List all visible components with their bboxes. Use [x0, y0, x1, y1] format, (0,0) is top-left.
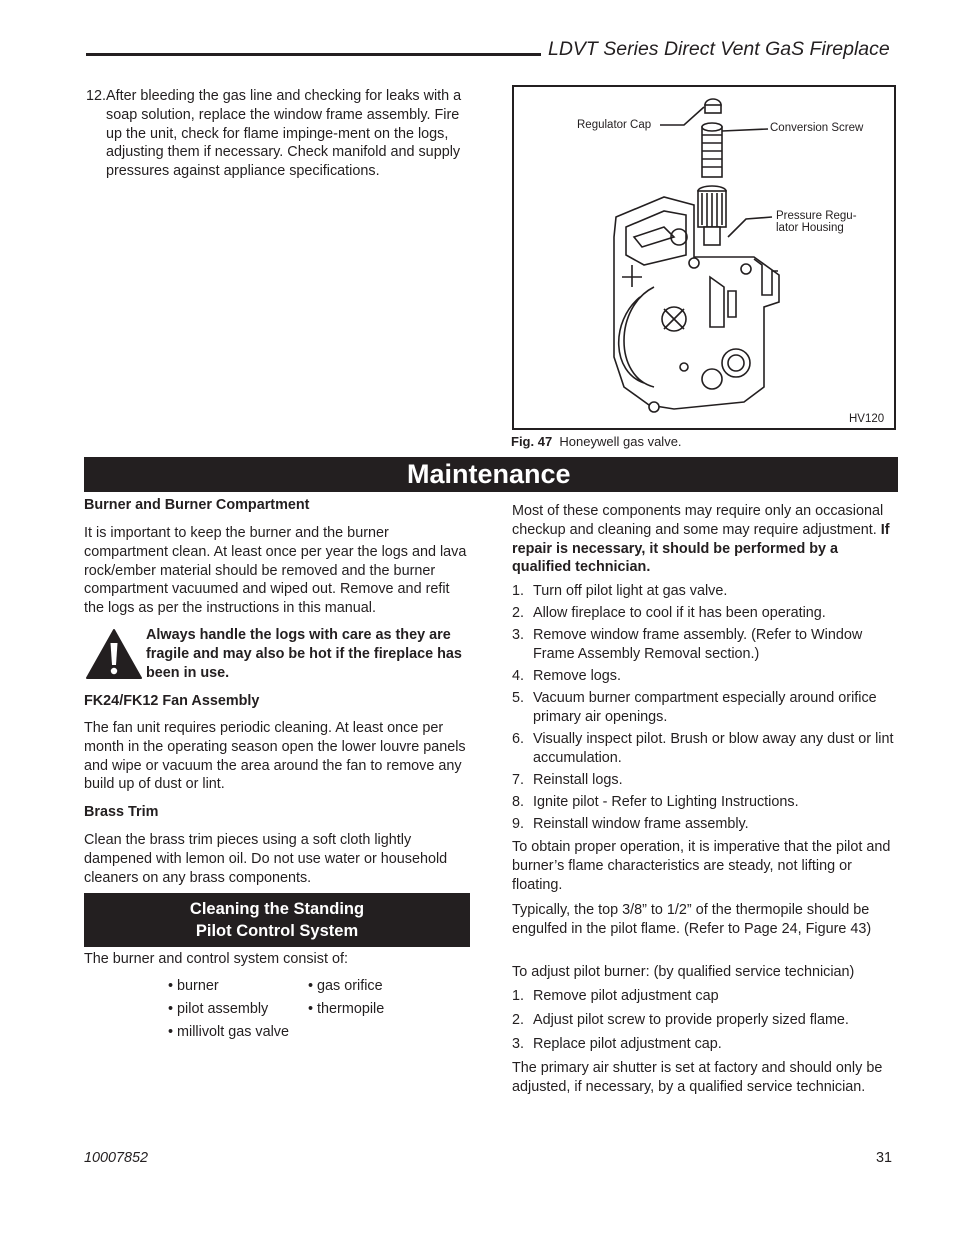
- list-item: 4. Remove logs.: [512, 668, 621, 684]
- component-label: gas orifice: [317, 978, 383, 994]
- component-label: millivolt gas valve: [177, 1024, 290, 1040]
- list-item: 2. Adjust pilot screw to provide properly sized flame.: [512, 1012, 849, 1028]
- component-item: • gas orifice: [308, 978, 383, 994]
- shutter-text: The primary air shutter is set at factory and should only be adjusted, if necessary, by a qualified service technician.: [512, 1060, 883, 1095]
- burner-heading: Burner and Burner Compartment: [84, 497, 310, 513]
- intro-bold: If repair is necessary, it should be performed by a qualified technician.: [512, 521, 890, 576]
- label-pressure-regulator-2: lator Housing: [776, 222, 844, 234]
- list-item: 9. Reinstall window frame assembly.: [512, 816, 749, 832]
- pilot-banner-line2: Pilot Control System: [195, 922, 359, 940]
- component-item: • pilot assembly: [168, 1001, 269, 1017]
- list-item: 3. Remove window frame assembly. (Refer to Window Frame Assembly Removal section.): [512, 627, 863, 662]
- component-item: • burner: [168, 978, 219, 994]
- component-label: burner: [177, 978, 219, 994]
- caption-number: Fig. 47: [511, 434, 553, 449]
- component-label: pilot assembly: [177, 1001, 269, 1017]
- maintenance-intro: [512, 502, 898, 577]
- list-item: 3. Replace pilot adjustment cap.: [512, 1036, 722, 1052]
- pilot-banner-line1: Cleaning the Standing: [189, 900, 365, 918]
- gas-valve-illustration: [514, 87, 894, 428]
- pilot-banner: [84, 893, 470, 947]
- warning-icon: [85, 628, 143, 685]
- header-title: LDVT Series Direct Vent GaS Fireplace: [548, 38, 890, 60]
- fan-heading: FK24/FK12 Fan Assembly: [84, 693, 260, 709]
- label-regulator-cap: Regulator Cap: [577, 119, 652, 131]
- brass-text: Clean the brass trim pieces using a soft cloth lightly dampened with lemon oil. Do not use water or household cleaners on any brass components.: [84, 832, 448, 886]
- brass-heading: Brass Trim: [84, 804, 159, 820]
- list-item: 1. Turn off pilot light at gas valve.: [512, 583, 728, 599]
- intro-text: Most of these components may require only an occasional checkup and cleaning and some may require adjustment.: [512, 503, 884, 538]
- doc-number: 10007852: [84, 1150, 149, 1166]
- thermopile-text: Typically, the top 3/8” to 1/2” of the thermopile should be engulfed in the pilot flame. (Refer to Page 24, Figure 43): [512, 902, 872, 937]
- fan-text: The fan unit requires periodic cleaning. At least once per month in the operating season open the lower louvre panels and wipe or vacuum the area around the fan to remove any build up of dust or lint.: [84, 720, 466, 793]
- list-item: 7. Reinstall logs.: [512, 772, 623, 788]
- caption-text: Honeywell gas valve.: [559, 434, 682, 449]
- warning-text: Always handle the logs with care as they are fragile and may also be hot if the fireplace has been in use.: [146, 627, 462, 681]
- section-banner: Maintenance: [84, 457, 898, 492]
- list-item: 6. Visually inspect pilot. Brush or blow away any dust or lint accumulation.: [512, 731, 894, 766]
- figure-gas-valve: [512, 85, 896, 430]
- step-number: 12.: [86, 88, 107, 104]
- step-text: After bleeding the gas line and checking for leaks with a soap solution, replace the window frame assembly. Fire up the unit, check for flame impinge-ment on the logs, adjusting them if necessary. Check manifold and supply pressures against appliance specifications.: [106, 88, 462, 180]
- list-item: 5. Vacuum burner compartment especially around orifice primary air openings.: [512, 690, 877, 725]
- component-item: • thermopile: [308, 1001, 385, 1017]
- operation-text: To obtain proper operation, it is imperative that the pilot and burner’s flame characteristics are steady, not lifting or floating.: [512, 839, 891, 893]
- system-intro: The burner and control system consist of:: [84, 951, 348, 967]
- burner-text: It is important to keep the burner and the burner compartment clean. At least once per year the logs and lava rock/ember material should be removed and the burner compartment vacuumed and wiped out. Remove and refit the logs as per the instructions in this manual.: [84, 525, 467, 617]
- list-item: 2. Allow fireplace to cool if it has been operating.: [512, 605, 826, 621]
- figure-code: HV120: [849, 413, 885, 425]
- list-item: 1. Remove pilot adjustment cap: [512, 988, 719, 1004]
- component-item: • millivolt gas valve: [168, 1024, 290, 1040]
- label-conversion-screw: Conversion Screw: [770, 122, 864, 134]
- step-12: [86, 87, 478, 181]
- list-item: 8. Ignite pilot - Refer to Lighting Instructions.: [512, 794, 799, 810]
- adjust-intro: To adjust pilot burner: (by qualified service technician): [512, 964, 855, 980]
- component-label: thermopile: [317, 1001, 385, 1017]
- page-number: 31: [876, 1150, 893, 1166]
- label-pressure-regulator-1: Pressure Regu-: [776, 210, 857, 222]
- header-rule: [86, 53, 541, 56]
- figure-caption: [511, 434, 682, 449]
